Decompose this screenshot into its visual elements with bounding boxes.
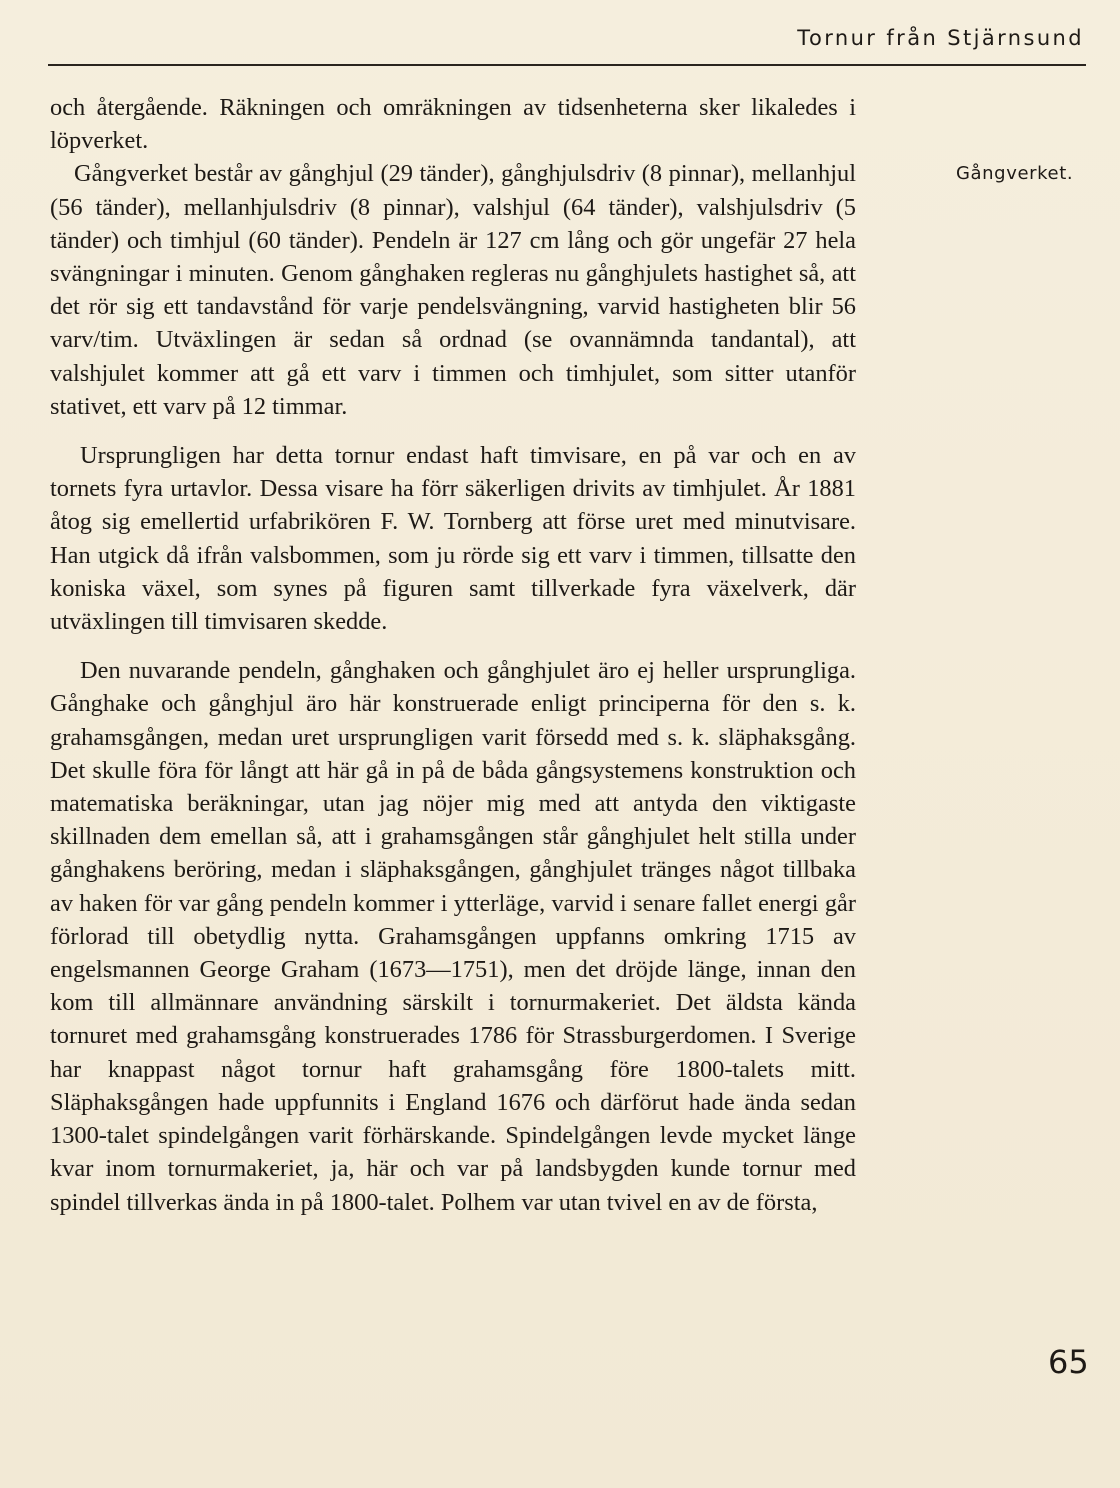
paragraph-continuation: och återgående. Räkningen och omräkningen av tidsenheterna sker likaledes i löpverket. <box>50 94 856 155</box>
page-number: 65 <box>1048 1343 1089 1381</box>
paragraph-ursprungligen: Ursprungligen har detta tornur endast haft timvisare, en på var och en av tornets fyra urtavlor. Dessa visare ha förr säkerligen drivits av timhjulet. År 1881 åtog sig emellertid urfabrikören F. W. Tornberg att förse uret med minutvisare. Han utgick då ifrån valsbommen, som ju rörde sig ett varv i timmen, tillsatte den koniska växel, som synes på figuren samt tillverkade fyra växelverk, där utväxlingen till timvisaren skedde. <box>50 442 856 636</box>
paragraph-gangverket: Gångverket består av gånghjul (29 tänder), gånghjulsdriv (8 pinnar), mellanhjul (56 tänder), mellanhjulsdriv (8 pinnar), valshjul (64 tänder), valshjulsdriv (5 tänder) och timhjul (60 tänder). Pendeln är 127 cm lång och gör ungefär 27 hela svängningar i minuten. Genom gånghaken regleras nu gånghjulets hastighet så, att det rör sig ett tandavstånd för varje pendelsvängning, varvid hastigheten blir 56 varv/tim. Utväxlingen är sedan så ordnad (se ovannämnda tandantal), att valshjulet kommer att gå ett varv i timmen och timhjulet, som sitter utanför stativet, ett varv på 12 timmar. <box>50 160 856 420</box>
body-text <box>50 91 856 1219</box>
header-rule <box>48 64 1086 66</box>
running-title: Tornur från Stjärnsund <box>797 26 1084 50</box>
marginal-note: Gångverket. <box>956 163 1074 184</box>
paragraph-pendeln: Den nuvarande pendeln, gånghaken och gånghjulet äro ej heller ursprungliga. Gånghake och gånghjul äro här konstruerade enligt principerna för den s. k. grahamsgången, medan uret ursprungligen varit försedd med s. k. släphaksgång. Det skulle föra för långt att här gå in på de båda gångsystemens konstruktion och matematiska beräkningar, utan jag nöjer mig med att antyda den viktigaste skillnaden dem emellan så, att i grahamsgången står gånghjulet helt stilla under gånghakens beröring, medan i släphaksgången, gånghjulet tränges något tillbaka av haken för var gång pendeln kommer i ytterläge, varvid i senare fallet energi går förlorad till obetydlig nytta. Grahamsgången uppfanns omkring 1715 av engelsmannen George Graham (1673—1751), men det dröjde länge, innan den kom till allmännare användning särskilt i tornurmakeriet. Det äldsta kända tornuret med grahamsgång konstruerades 1786 för Strassburgerdomen. I Sverige har knappast något tornur haft grahamsgång före 1800-talets mitt. Släphaksgången hade uppfunnits i England 1676 och därförut hade ända sedan 1300-talet spindelgången varit förhärskande. Spindelgången levde mycket länge kvar inom tornurmakeriet, ja, här och var på landsbygden kunde tornur med spindel tillverkas ända in på 1800-talet. Polhem var utan tvivel en av de första, <box>50 657 856 1216</box>
